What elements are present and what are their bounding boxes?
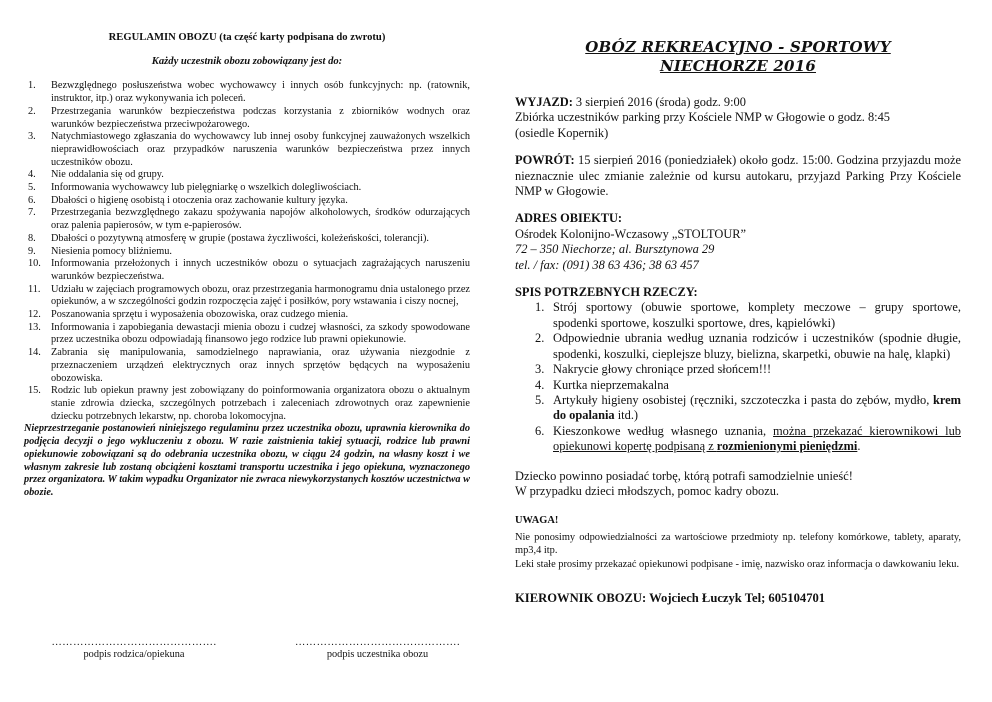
sunscreen-text: krem do opalania bbox=[553, 392, 961, 423]
address-street: 72 – 350 Niechorze; al. Bursztynowa 29 bbox=[515, 242, 715, 257]
items-label: SPIS POTRZEBNYCH RZECZY: bbox=[515, 285, 698, 300]
rule-item: 14. Zabrania się manipulowania, samodzielnego naprawiania, oraz używania niezgodnie z przeznaczeniem urządzeń elektrycznych oraz innych sprzętów będących na wyposażeniu obozowiska. bbox=[28, 347, 470, 384]
participant-signature-line[interactable]: ………………………………………. bbox=[294, 637, 461, 648]
rules-list bbox=[24, 80, 470, 423]
departure-meeting: Zbiórka uczestników parking przy Kościele NMP w Głogowie o godz. 8:45 bbox=[515, 110, 890, 125]
list-item: 5. Artykuły higieny osobistej (ręczniki, szczoteczka i pasta do zębów, mydło, krem do opalania itd.) bbox=[535, 392, 961, 423]
participant-signature bbox=[285, 637, 470, 660]
address-label: ADRES OBIEKTU: bbox=[515, 211, 623, 226]
address-section bbox=[515, 211, 961, 273]
rule-item: 12. Poszanowania sprzętu i wyposażenia obozowiska, oraz cudzego mienia. bbox=[28, 309, 349, 321]
rule-item: 8. Dbałości o pozytywną atmosferę w grupie (postawa życzliwości, koleżeńskości, tolerancji). bbox=[28, 232, 429, 244]
rule-item: 7. Przestrzegania bezwzględnego zakazu spożywania napojów alkoholowych, środków odurzających oraz palenia papierosów, w tym e-papierosów. bbox=[28, 207, 470, 232]
items-section bbox=[515, 285, 961, 454]
departure-section bbox=[515, 95, 961, 141]
notice-medicine: Leki stałe prosimy przekazać opiekunowi podpisane - imię, nazwisko oraz informacja o dawkowaniu leku. bbox=[515, 559, 960, 571]
bag-line: Dziecko powinno posiadać torbę, którą potrafi samodzielnie unieść! bbox=[515, 468, 853, 483]
camp-title-line1: OBÓZ REKREACYJNO - SPORTOWY bbox=[585, 38, 891, 56]
participant-signature-label: podpis uczestnika obozu bbox=[326, 649, 429, 660]
rule-item: 11. Udziału w zajęciach programowych obozu, oraz przestrzegania harmonogramu dnia ustalonego przez opiekunów, a w szczególności godzin rozpoczęcia zajęć i posiłków, pory wstawania i ciszy nocnej, bbox=[28, 283, 470, 308]
list-item: 6. Kieszonkowe według własnego uznania, można przekazać kierownikowi lub opiekunowi kopertę podpisaną z rozmienionymi pieniędzmi. bbox=[535, 423, 961, 454]
notice-valuables: Nie ponosimy odpowiedzialności za wartościowe przedmioty np. telefony komórkowe, tablety, aparaty, mp3,4 itp. bbox=[515, 531, 961, 556]
rule-item: 3. Natychmiastowego zgłaszania do wychowawcy lub innej osoby funkcyjnej zauważonych wszelkich nieprawidłowościach oraz przypadków naruszenia warunków bezpieczeństwa przez innych uczestników obozu. bbox=[28, 131, 470, 168]
rules-warning: Nieprzestrzeganie postanowień niniejszego regulaminu przez uczestnika obozu, uprawnia kierownika do podjęcia decyzji o jego wykluczeniu z obozu. W razie zaistnienia takiej sytuacji, rodzice lub prawni opiekunowie zobowiązani są do odebrania uczestnika obozu, w ciągu 24 godzin, na własny koszt i we własnym zakresie lub zostaną obciążeni kosztami transportu uczestnika i jego opiekuna, wyznaczonego przez organizatora. W takim wypadku Organizator nie zwraca niewykorzystanych kosztów uczestnictwa w obozie. bbox=[24, 423, 470, 498]
rule-item: 13. Informowania i zapobiegania dewastacji mienia obozu i cudzej własności, za szkody spowodowane przez uczestnika obozu odpowiadają finansowo jego rodzice lub prawni opiekunowie. bbox=[28, 321, 470, 346]
info-column bbox=[515, 38, 961, 607]
camp-title-line2: NIECHORZE 2016 bbox=[660, 57, 816, 75]
rule-item: 6. Dbałości o higienę osobistą i otoczenia oraz zachowanie kultury języka. bbox=[28, 194, 348, 206]
return-section bbox=[515, 153, 961, 199]
items-list bbox=[515, 300, 961, 454]
departure-location: (osiedle Kopernik) bbox=[515, 125, 609, 140]
parent-signature-label: podpis rodzica/opiekuna bbox=[83, 649, 185, 660]
rules-subtitle: Każdy uczestnik obozu zobowiązany jest do: bbox=[151, 55, 343, 67]
list-item: 1. Strój sportowy (obuwie sportowe, komplety meczowe – grupy sportowe, spodenki sportowe, koszulki sportowe, dres, kąpielówki) bbox=[535, 300, 961, 330]
departure-date: 3 sierpień 2016 (środa) godz. 9:00 bbox=[572, 95, 746, 109]
address-phone: tel. / fax: (091) 38 63 436; 38 63 457 bbox=[515, 257, 699, 272]
return-label: POWRÓT: bbox=[515, 153, 575, 168]
return-text: 15 sierpień 2016 (poniedziałek) około godz. 15:00. Godzina przyjazdu może nieznacznie ulec zmianie zależnie od kursu autokaru, przyjazd Parking Przy Kościele NMP w Głogowie. bbox=[515, 153, 961, 199]
rule-item: 1. Bezwzględnego posłuszeństwa wobec wychowawcy i innych osób funkcyjnych: np. (ratownik, instruktor, itp.) oraz wykonywania ich poleceń. bbox=[28, 80, 470, 105]
departure-label: WYJAZD: bbox=[515, 95, 573, 109]
rule-item: 10. Informowania przełożonych i innych uczestników obozu o sytuacjach zagrażających naruszeniu warunków bezpieczeństwa. bbox=[28, 258, 470, 282]
list-item: 3. Nakrycie głowy chroniące przed słońcem!!! bbox=[535, 362, 772, 377]
rule-item: 4. Nie oddalania się od grupy. bbox=[28, 169, 164, 181]
pocket-money-note: rozmienionymi pieniędzmi bbox=[716, 439, 858, 454]
parent-signature bbox=[34, 637, 234, 660]
address-name: Ośrodek Kolonijno-Wczasowy „STOLTOUR” bbox=[515, 226, 747, 241]
list-item: 4. Kurtka nieprzemakalna bbox=[535, 377, 669, 392]
parent-signature-line[interactable]: ………………………………………. bbox=[51, 637, 217, 648]
help-line: W przypadku dzieci młodszych, pomoc kadry obozu. bbox=[515, 483, 780, 498]
bag-section bbox=[515, 469, 961, 500]
notice-heading: UWAGA! bbox=[515, 515, 559, 527]
camp-title bbox=[515, 38, 961, 76]
rule-item: 9. Niesienia pomocy bliźniemu. bbox=[28, 245, 172, 257]
rules-title: REGULAMIN OBOZU (ta część karty podpisana do zwrotu) bbox=[108, 32, 386, 43]
rule-item: 2. Przestrzegania warunków bezpieczeństwa podczas korzystania z zbiorników wodnych oraz warunków bezpieczeństwa przeciwpożarowego. bbox=[28, 105, 470, 130]
rule-item: 15. Rodzic lub opiekun prawny jest zobowiązany do poinformowania organizatora obozu o aktualnym stanie zdrowia dziecka, szczególnych potrzebach i zaleceniach zdrowotnych oraz zapewnienie dziecku potrzebnych lekarstw, np. choroba lokomocyjna. bbox=[28, 385, 470, 422]
rule-item: 5. Informowania wychowawcy lub pielęgniarkę o wszelkich dolegliwościach. bbox=[28, 182, 362, 194]
camp-manager: KIEROWNIK OBOZU: Wojciech Łuczyk Tel; 605104701 bbox=[515, 591, 826, 606]
list-item: 2. Odpowiednie ubrania według uznania rodziców i uczestników (spodnie długie, spodenki, koszulki, cieplejsze bluzy, bielizna, skarpetki, obuwie na halę, klapki) bbox=[535, 331, 961, 361]
rules-column bbox=[24, 32, 470, 500]
